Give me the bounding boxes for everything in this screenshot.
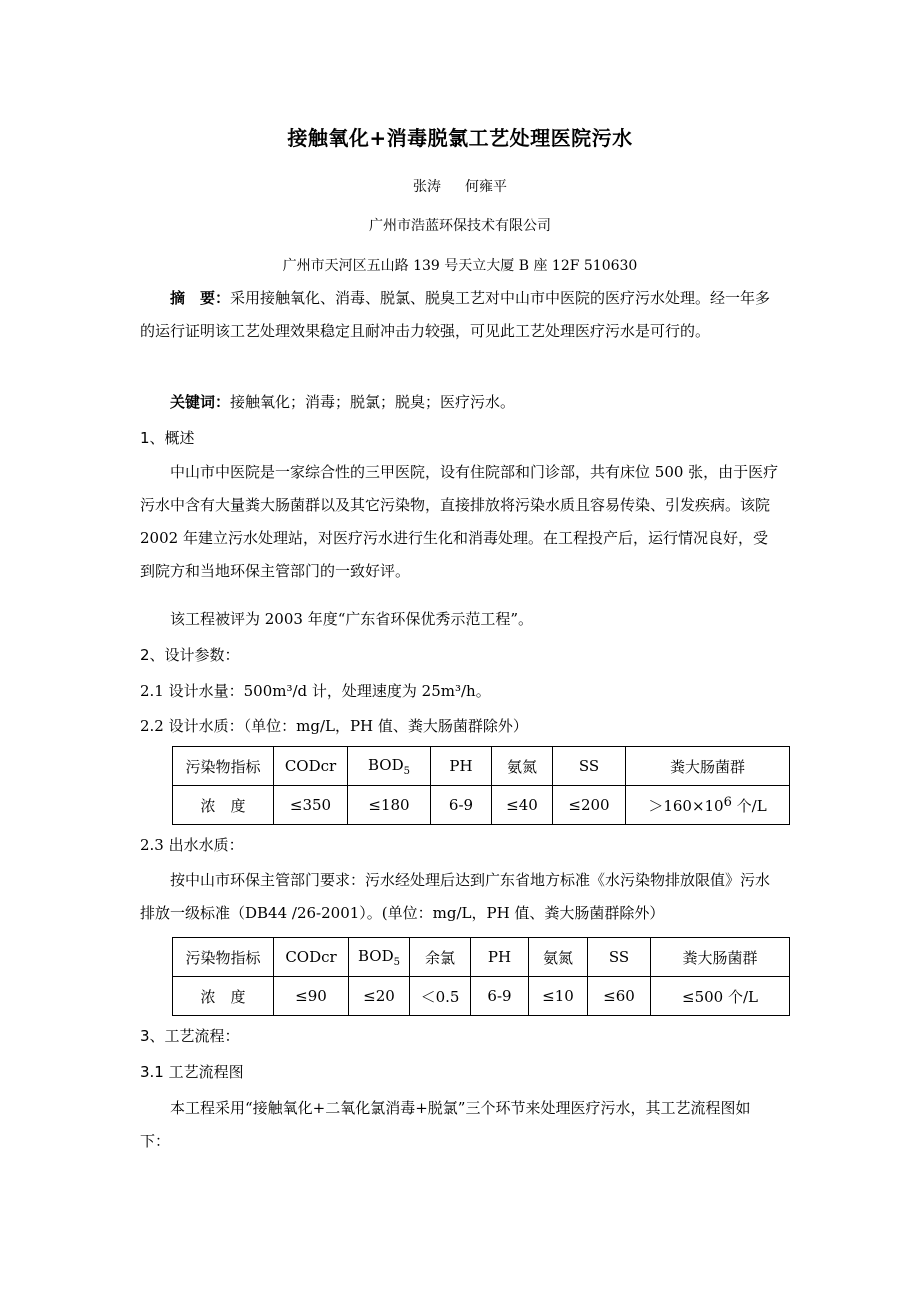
- table-cell: 6-9: [431, 786, 492, 825]
- table-cell: ≤180: [348, 786, 431, 825]
- table-cell: ≤350: [274, 786, 348, 825]
- abstract-label: 摘 要：: [170, 289, 231, 307]
- keywords-label: 关键词：: [170, 393, 231, 411]
- table-cell: $BOD_5$: [348, 747, 431, 786]
- table-cell: PH: [471, 938, 529, 977]
- design-quality-table: [172, 746, 790, 825]
- table-cell: 粪大肠菌群: [626, 747, 790, 786]
- table-cell: PH: [431, 747, 492, 786]
- item-2-3: 2.3 出水水质：: [140, 836, 244, 854]
- author-1: 张涛: [413, 179, 441, 195]
- section-2-heading: 2、设计参数：: [140, 646, 240, 664]
- item-2-1: 2.1 设计水量：500m³/d 计，处理速度为 25m³/h。: [140, 682, 491, 700]
- section-3-1-heading: 3.1 工艺流程图: [140, 1063, 244, 1081]
- table-cell: 浓 度: [173, 977, 274, 1016]
- author-2: 何雍平: [465, 179, 507, 195]
- section-3-heading: 3、工艺流程：: [140, 1027, 240, 1045]
- table-cell: ≤200: [553, 786, 626, 825]
- table-header-row: [173, 938, 790, 977]
- table-cell: 氨氮: [529, 938, 588, 977]
- table-cell: ≤40: [492, 786, 553, 825]
- table-row: [173, 786, 790, 825]
- table-cell: ≤60: [588, 977, 651, 1016]
- section-1-heading: 1、概述: [140, 429, 195, 447]
- table-row: [173, 977, 790, 1016]
- section-1-paragraph-2: 该工程被评为 2003 年度“广东省环保优秀示范工程”。: [170, 610, 534, 628]
- table-cell: SS: [588, 938, 651, 977]
- authors: [0, 176, 920, 196]
- table-cell: ＜0.5: [410, 977, 471, 1016]
- table-cell: 污染物指标: [173, 938, 274, 977]
- abstract: [140, 282, 780, 348]
- table-cell: CODcr: [274, 938, 349, 977]
- table-header-row: [173, 747, 790, 786]
- table-cell: 6-9: [471, 977, 529, 1016]
- effluent-quality-table: [172, 937, 790, 1016]
- paper-title: 接触氧化+消毒脱氯工艺处理医院污水: [287, 126, 633, 150]
- table-cell: 污染物指标: [173, 747, 274, 786]
- table-cell: ≤20: [349, 977, 410, 1016]
- abstract-text: 采用接触氧化、消毒、脱氯、脱臭工艺对中山市中医院的医疗污水处理。经一年多的运行证明该工艺处理效果稳定且耐冲击力较强，可见此工艺处理医疗污水是可行的。: [140, 289, 771, 340]
- address: 广州市天河区五山路 139 号天立大厦 B 座 12F 510630: [282, 258, 638, 274]
- table-cell: $BOD_5$: [349, 938, 410, 977]
- table-cell: SS: [553, 747, 626, 786]
- keywords-text: 接触氧化；消毒；脱氯；脱臭；医疗污水。: [230, 393, 516, 411]
- section-3-text: 本工程采用“接触氧化+二氧化氯消毒+脱氯”三个环节来处理医疗污水，其工艺流程图如下：: [140, 1099, 751, 1150]
- table-cell: CODcr: [274, 747, 348, 786]
- section-1-paragraph-1: 中山市中医院是一家综合性的三甲医院，设有住院部和门诊部，共有床位 500 张，由于医疗污水中含有大量粪大肠菌群以及其它污染物，直接排放将污染水质且容易传染、引发疾病。该院 2002 年建立污水处理站，对医疗污水进行生化和消毒处理。在工程投产后，运行情况良好，受到院方和当地环保主管部门的一致好评。: [140, 463, 779, 580]
- item-2-3-text: 按中山市环保主管部门要求：污水经处理后达到广东省地方标准《水污染物排放限值》污水排放一级标准（DB44 /26-2001）。(单位：mg/L，PH 值、粪大肠菌群除外）: [140, 871, 771, 922]
- table-cell: ≤500 个/L: [651, 977, 790, 1016]
- table-cell: ≤10: [529, 977, 588, 1016]
- table-cell: 余氯: [410, 938, 471, 977]
- table-cell: ≤90: [274, 977, 349, 1016]
- affiliation: 广州市浩蓝环保技术有限公司: [369, 218, 551, 234]
- table-cell: 浓 度: [173, 786, 274, 825]
- table-cell: 粪大肠菌群: [651, 938, 790, 977]
- item-2-2: 2.2 设计水质：（单位：mg/L，PH 值、粪大肠菌群除外）: [140, 717, 528, 735]
- table-cell: 氨氮: [492, 747, 553, 786]
- keywords: [140, 386, 780, 419]
- table-cell: $>160\times 10^6$ 个/L: [626, 786, 790, 825]
